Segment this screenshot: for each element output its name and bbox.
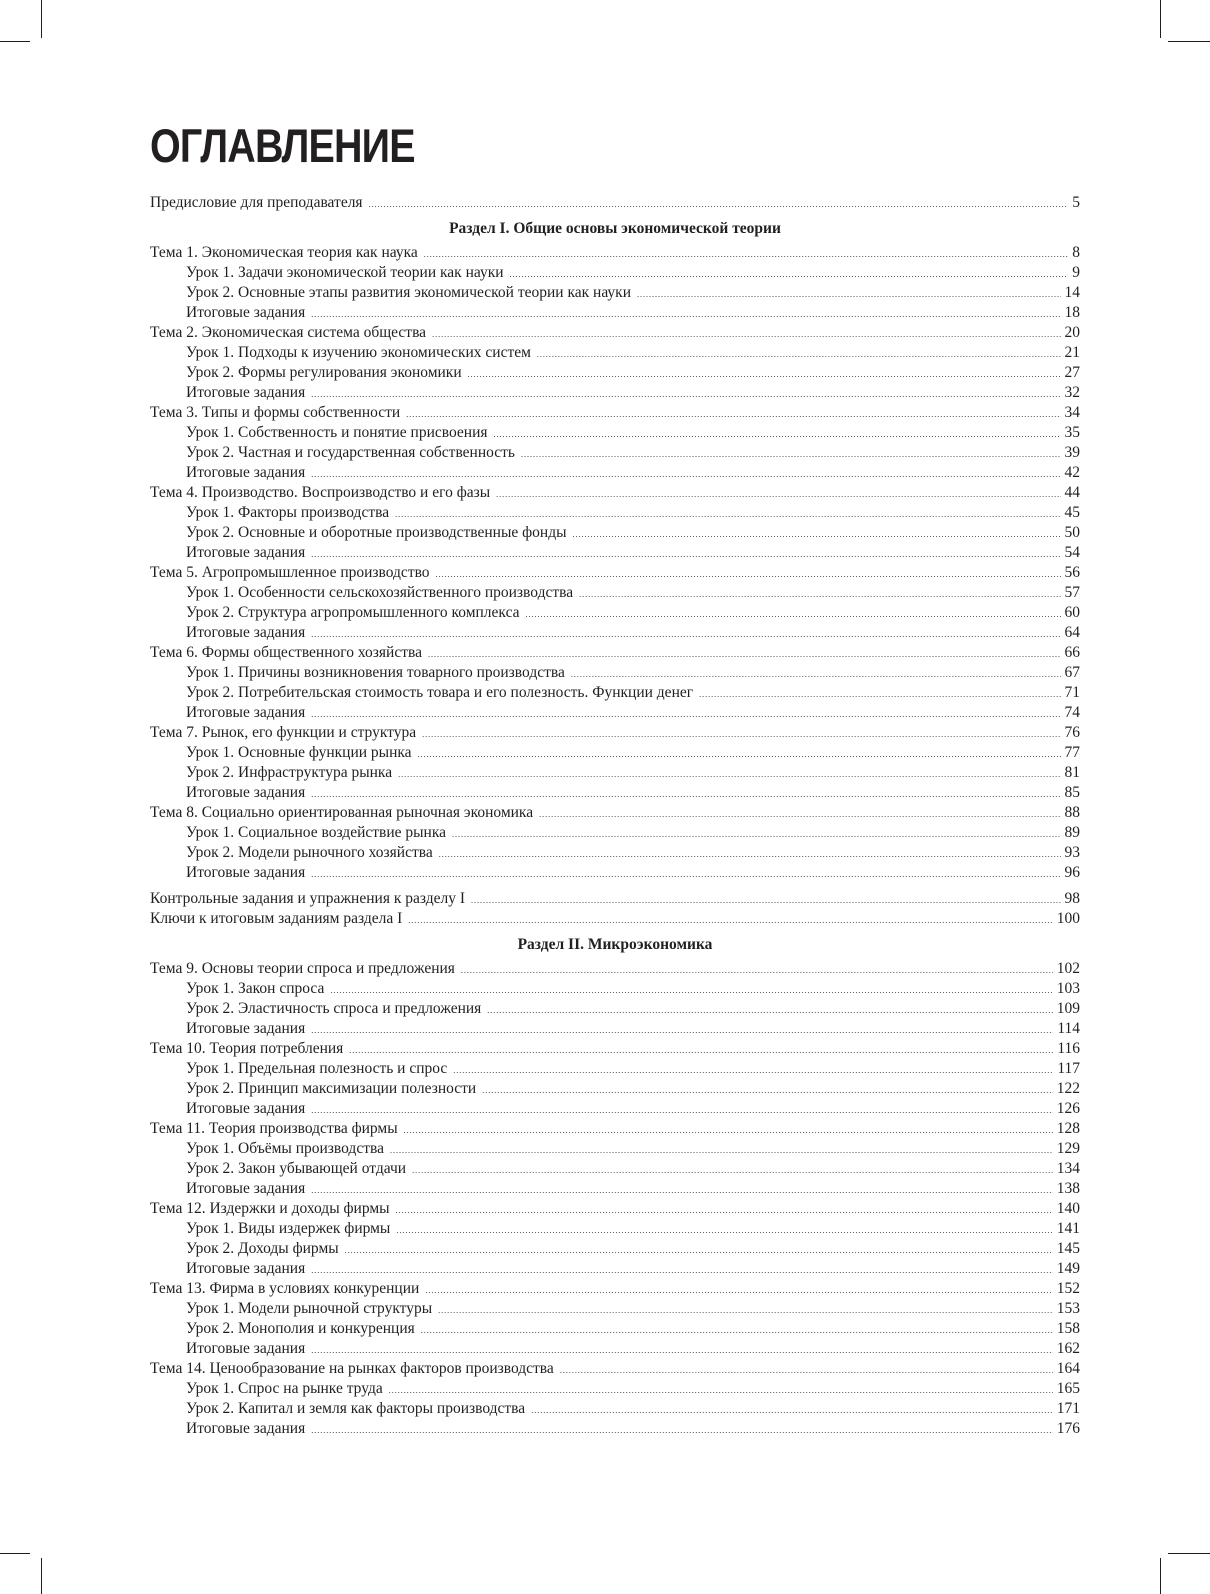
dot-leader [396,1201,1053,1221]
dot-leader [422,725,1060,745]
toc-page-number: 98 [1064,890,1080,907]
toc-label: Контрольные задания и упражнения к разделу I [150,890,465,907]
toc-extra[interactable] [150,889,1080,909]
toc-label: Тема 6. Формы общественного хозяйства [150,644,422,661]
dot-leader [452,825,1060,845]
crop-mark [1160,0,1161,38]
toc-lesson[interactable] [150,583,1080,603]
toc-page-number: 76 [1064,724,1080,741]
toc-lesson[interactable] [150,823,1080,843]
crop-mark [0,1553,30,1554]
crop-mark [0,41,30,42]
toc-label: Итоговые задания [186,1340,306,1357]
toc-lesson[interactable] [150,999,1080,1019]
dot-leader [395,505,1060,525]
toc-label: Урок 1. Особенности сельскохозяйственного производства [186,584,574,601]
toc-lesson[interactable] [150,343,1080,363]
dot-leader [389,1381,1053,1401]
toc-label: Тема 8. Социально ориентированная рыночная экономика [150,804,534,821]
toc-page-number: 42 [1064,464,1080,481]
dot-leader [311,385,1060,405]
dot-leader [311,545,1060,565]
dot-leader [345,1241,1053,1261]
toc-page-number: 66 [1064,644,1080,661]
dot-leader [311,785,1060,805]
dot-leader [428,645,1061,665]
toc-page-number: 134 [1056,1160,1080,1177]
toc-page-number: 149 [1056,1260,1080,1277]
toc-page-number: 164 [1056,1360,1080,1377]
toc-page-number: 56 [1064,564,1080,581]
toc-label: Урок 2. Модели рыночного хозяйства [186,844,433,861]
toc-page-number: 116 [1057,1040,1080,1057]
toc-extra[interactable] [150,909,1080,929]
toc-page-number: 100 [1056,910,1080,927]
dot-leader [573,525,1061,545]
section-heading: Раздел II. Микроэкономика [517,936,713,953]
toc-page-number: 96 [1064,864,1080,881]
dot-leader [471,891,1061,911]
toc-label: Урок 2. Принцип максимизации полезности [186,1080,477,1097]
dot-leader [531,1401,1053,1421]
toc-lesson[interactable] [150,303,1080,323]
toc-page-number: 27 [1064,364,1080,381]
dot-leader [487,1001,1052,1021]
toc-topic[interactable] [150,1039,1080,1059]
toc-page-number: 89 [1064,824,1080,841]
dot-leader [311,1341,1053,1361]
toc-page-number: 50 [1064,524,1080,541]
toc-lesson[interactable] [150,1179,1080,1199]
toc-label: Урок 1. Собственность и понятие присвоения [186,424,488,441]
dot-leader [408,911,1053,931]
toc-page-number: 117 [1057,1060,1080,1077]
toc-label: Тема 2. Экономическая система общества [150,324,427,341]
toc-lesson[interactable] [150,383,1080,403]
toc-lesson[interactable] [150,1239,1080,1259]
toc-label: Урок 2. Доходы фирмы [186,1240,339,1257]
toc-page-number: 60 [1064,604,1080,621]
dot-leader [436,565,1061,585]
toc-page-number: 109 [1056,1000,1080,1017]
toc-topic[interactable] [150,1119,1080,1139]
toc-lesson[interactable] [150,1099,1080,1119]
dot-leader [418,745,1061,765]
toc-label: Урок 2. Структура агропромышленного комплекса [186,604,520,621]
toc-label: Урок 1. Спрос на рынке труда [186,1380,383,1397]
toc-label: Урок 1. Подходы к изучению экономических систем [186,344,531,361]
dot-leader [521,445,1060,465]
toc-label: Тема 13. Фирма в условиях конкуренции [150,1280,420,1297]
toc-lesson[interactable] [150,1139,1080,1159]
toc-label: Урок 1. Задачи экономической теории как науки [186,264,504,281]
toc-page-number: 45 [1064,504,1080,521]
dot-leader [539,805,1060,825]
toc-page-number: 32 [1064,384,1080,401]
dot-leader [494,425,1061,445]
crop-mark [1168,41,1210,42]
toc-lesson[interactable] [150,683,1080,703]
toc-topic[interactable] [150,1359,1080,1379]
toc-lesson[interactable] [150,1419,1080,1439]
toc-page-number: 138 [1056,1180,1080,1197]
section-heading: Раздел I. Общие основы экономической теории [449,220,781,237]
toc-label: Тема 7. Рынок, его функции и структура [150,724,417,741]
dot-leader [526,605,1061,625]
toc-page-number: 153 [1056,1300,1080,1317]
toc-page-number: 145 [1056,1240,1080,1257]
toc-topic[interactable] [150,803,1080,823]
dot-leader [349,1041,1053,1061]
toc-lesson[interactable] [150,523,1080,543]
toc-page-number: 126 [1056,1100,1080,1117]
toc-label: Итоговые задания [186,1020,306,1037]
toc-lesson[interactable] [150,363,1080,383]
dot-leader [468,365,1061,385]
toc-label: Предисловие для преподавателя [150,194,363,211]
dot-leader [453,1061,1053,1081]
toc-label: Итоговые задания [186,1100,306,1117]
toc-lesson[interactable] [150,443,1080,463]
dot-leader [311,1101,1053,1121]
dot-leader [311,625,1060,645]
toc-label: Урок 2. Основные и оборотные производственные фонды [186,524,567,541]
toc-label: Тема 4. Производство. Воспроизводство и его фазы [150,484,491,501]
table-of-contents [150,193,1080,1439]
toc-page-number: 77 [1064,744,1080,761]
toc-label: Итоговые задания [186,624,306,641]
toc-lesson[interactable] [150,1079,1080,1099]
dot-leader [396,1221,1052,1241]
dot-leader [421,1321,1053,1341]
dot-leader [424,245,1068,265]
toc-label: Итоговые задания [186,384,306,401]
toc-lesson[interactable] [150,743,1080,763]
toc-label: Урок 2. Потребительская стоимость товара и его полезность. Функции денег [186,684,694,701]
toc-page-number: 14 [1064,284,1080,301]
toc-page-number: 39 [1064,444,1080,461]
toc-page-number: 57 [1064,584,1080,601]
toc-label: Итоговые задания [186,304,306,321]
toc-lesson[interactable] [150,703,1080,723]
dot-leader [311,1421,1053,1441]
dot-leader [406,405,1060,425]
toc-label: Урок 1. Закон спроса [186,980,325,997]
toc-label: Урок 2. Формы регулирования экономики [186,364,462,381]
toc-page-number: 140 [1056,1200,1080,1217]
toc-page-number: 93 [1064,844,1080,861]
toc-topic[interactable] [150,1279,1080,1299]
toc-page-number: 8 [1072,244,1080,261]
toc-lesson[interactable] [150,1019,1080,1039]
toc-page-number: 18 [1064,304,1080,321]
toc-page-number: 54 [1064,544,1080,561]
dot-leader [637,285,1061,305]
toc-page-number: 34 [1064,404,1080,421]
toc-page-number: 162 [1056,1340,1080,1357]
toc-label: Тема 11. Теория производства фирмы [150,1120,398,1137]
toc-label: Урок 2. Эластичность спроса и предложения [186,1000,482,1017]
toc-lesson[interactable] [150,463,1080,483]
toc-label: Урок 2. Монополия и конкуренция [186,1320,415,1337]
dot-leader [412,1161,1053,1181]
toc-page-number: 21 [1064,344,1080,361]
toc-lesson[interactable] [150,1219,1080,1239]
toc-label: Урок 1. Модели рыночной структуры [186,1300,433,1317]
toc-topic[interactable] [150,959,1080,979]
toc-label: Урок 2. Закон убывающей отдачи [186,1160,407,1177]
toc-label: Итоговые задания [186,1420,306,1437]
toc-topic[interactable] [150,243,1080,263]
toc-page-number: 64 [1064,624,1080,641]
toc-entry-preface[interactable] [150,193,1080,213]
toc-topic[interactable] [150,563,1080,583]
toc-page-number: 71 [1064,684,1080,701]
toc-page-number: 9 [1072,264,1080,281]
toc-page-number: 103 [1056,980,1080,997]
toc-lesson[interactable] [150,763,1080,783]
crop-mark [41,0,42,38]
toc-label: Итоговые задания [186,864,306,881]
toc-label: Итоговые задания [186,464,306,481]
toc-topic[interactable] [150,403,1080,423]
toc-topic[interactable] [150,643,1080,663]
dot-leader [699,685,1060,705]
dot-leader [579,585,1060,605]
toc-topic[interactable] [150,323,1080,343]
dot-leader [482,1081,1053,1101]
toc-topic[interactable] [150,723,1080,743]
toc-label: Тема 10. Теория потребления [150,1040,344,1057]
dot-leader [369,195,1069,215]
toc-label: Итоговые задания [186,1180,306,1197]
toc-page-number: 171 [1056,1400,1080,1417]
dot-leader [311,1021,1053,1041]
dot-leader [311,1261,1053,1281]
toc-lesson[interactable] [150,1159,1080,1179]
dot-leader [432,325,1060,345]
toc-label: Итоговые задания [186,1260,306,1277]
toc-label: Ключи к итоговым заданиям раздела I [150,910,403,927]
dot-leader [496,485,1060,505]
toc-label: Урок 1. Основные функции рынка [186,744,412,761]
dot-leader [425,1281,1052,1301]
toc-lesson[interactable] [150,263,1080,283]
toc-lesson[interactable] [150,503,1080,523]
toc-label: Тема 1. Экономическая теория как наука [150,244,418,261]
toc-page-number: 44 [1064,484,1080,501]
toc-lesson[interactable] [150,1379,1080,1399]
toc-lesson[interactable] [150,1399,1080,1419]
toc-page-number: 129 [1056,1140,1080,1157]
toc-label: Урок 1. Объёмы производства [186,1140,384,1157]
toc-topic[interactable] [150,1199,1080,1219]
toc-label: Урок 1. Причины возникновения товарного производства [186,664,565,681]
dot-leader [398,765,1060,785]
dot-leader [439,845,1061,865]
toc-page-number: 5 [1072,194,1080,211]
toc-page-number: 88 [1064,804,1080,821]
dot-leader [571,665,1061,685]
toc-lesson[interactable] [150,979,1080,999]
toc-lesson[interactable] [150,1299,1080,1319]
toc-page-number: 141 [1056,1220,1080,1237]
toc-lesson[interactable] [150,1059,1080,1079]
toc-page-number: 67 [1064,664,1080,681]
toc-page-number: 165 [1056,1380,1080,1397]
dot-leader [461,961,1053,981]
toc-topic[interactable] [150,483,1080,503]
toc-page-number: 176 [1056,1420,1080,1437]
toc-lesson[interactable] [150,1259,1080,1279]
toc-label: Тема 5. Агропромышленное производство [150,564,430,581]
toc-label: Урок 1. Факторы производства [186,504,390,521]
dot-leader [438,1301,1053,1321]
dot-leader [311,465,1060,485]
toc-lesson[interactable] [150,783,1080,803]
toc-page-number: 122 [1056,1080,1080,1097]
toc-page-number: 114 [1057,1020,1080,1037]
toc-label: Итоговые задания [186,544,306,561]
dot-leader [404,1121,1053,1141]
toc-label: Урок 2. Основные этапы развития экономической теории как науки [186,284,631,301]
toc-label: Урок 2. Частная и государственная собственность [186,444,516,461]
dot-leader [390,1141,1053,1161]
dot-leader [311,865,1060,885]
toc-label: Урок 2. Инфраструктура рынка [186,764,393,781]
toc-lesson[interactable] [150,423,1080,443]
toc-label: Тема 3. Типы и формы собственности [150,404,401,421]
toc-page-number: 128 [1056,1120,1080,1137]
toc-label: Итоговые задания [186,704,306,721]
toc-page-number: 74 [1064,704,1080,721]
dot-leader [510,265,1069,285]
dot-leader [537,345,1061,365]
toc-label: Урок 1. Социальное воздействие рынка [186,824,447,841]
dot-leader [330,981,1052,1001]
toc-page-number: 85 [1064,784,1080,801]
toc-label: Итоговые задания [186,784,306,801]
crop-mark [1168,1553,1210,1554]
toc-lesson[interactable] [150,843,1080,863]
toc-lesson[interactable] [150,283,1080,303]
toc-lesson[interactable] [150,1339,1080,1359]
dot-leader [311,705,1060,725]
dot-leader [311,1181,1053,1201]
toc-page-number: 152 [1056,1280,1080,1297]
toc-label: Тема 14. Ценообразование на рынках факторов производства [150,1360,554,1377]
toc-lesson[interactable] [150,543,1080,563]
crop-mark [41,1558,42,1594]
toc-page-number: 81 [1064,764,1080,781]
toc-label: Урок 2. Капитал и земля как факторы производства [186,1400,526,1417]
toc-label: Урок 1. Виды издержек фирмы [186,1220,391,1237]
toc-lesson[interactable] [150,623,1080,643]
toc-page-number: 35 [1064,424,1080,441]
toc-page-number: 20 [1064,324,1080,341]
toc-label: Урок 1. Предельная полезность и спрос [186,1060,448,1077]
toc-label: Тема 12. Издержки и доходы фирмы [150,1200,390,1217]
toc-lesson[interactable] [150,863,1080,883]
toc-page-number: 158 [1056,1320,1080,1337]
page-title: ОГЛАВЛЕНИЕ [150,119,415,172]
dot-leader [560,1361,1053,1381]
toc-lesson[interactable] [150,603,1080,623]
toc-label: Тема 9. Основы теории спроса и предложения [150,960,455,977]
dot-leader [311,305,1060,325]
crop-mark [1160,1558,1161,1594]
toc-lesson[interactable] [150,663,1080,683]
toc-lesson[interactable] [150,1319,1080,1339]
toc-page-number: 102 [1056,960,1080,977]
